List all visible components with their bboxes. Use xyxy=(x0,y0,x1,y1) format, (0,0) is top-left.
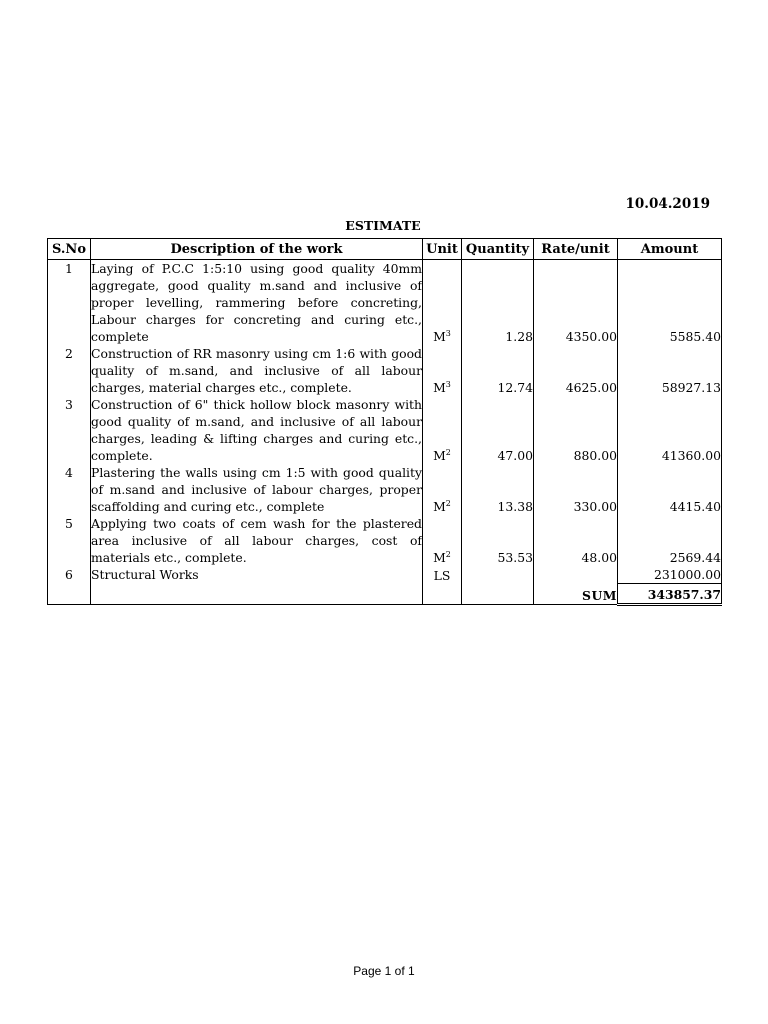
row-amount: 4415.40 xyxy=(618,464,722,515)
header-amount: Amount xyxy=(618,239,722,260)
row-sno: 1 xyxy=(48,260,91,346)
row-quantity: 1.28 xyxy=(462,260,534,346)
unit-exponent: 3 xyxy=(445,328,451,338)
sum-blank-quantity xyxy=(462,584,534,605)
row-amount: 231000.00 xyxy=(618,566,722,584)
row-quantity: 13.38 xyxy=(462,464,534,515)
row-sno: 3 xyxy=(48,396,91,464)
document-title: ESTIMATE xyxy=(345,218,421,233)
row-rate: 880.00 xyxy=(534,396,618,464)
unit-base: M xyxy=(433,499,446,514)
row-description: Structural Works xyxy=(91,566,423,584)
unit-base: M xyxy=(433,329,446,344)
row-rate: 4625.00 xyxy=(534,345,618,396)
table-row xyxy=(48,515,722,566)
sum-blank-sno xyxy=(48,584,91,605)
row-quantity: 12.74 xyxy=(462,345,534,396)
header-description: Description of the work xyxy=(91,239,423,260)
row-quantity xyxy=(462,566,534,584)
row-description: Plastering the walls using cm 1:5 with good quality of m.sand and inclusive of labour charges, proper scaffolding and curing etc., complete xyxy=(91,465,422,514)
header-quantity: Quantity xyxy=(462,239,534,260)
row-amount: 5585.40 xyxy=(618,260,722,346)
row-sno: 2 xyxy=(48,345,91,396)
unit-base: M xyxy=(433,380,446,395)
row-description: Construction of 6" thick hollow block masonry with good quality of m.sand, and inclusive of all labour charges, leading & lifting charges and curing etc., complete. xyxy=(91,397,422,463)
table-row xyxy=(48,396,722,464)
unit-exponent: 3 xyxy=(445,379,451,389)
row-rate: 48.00 xyxy=(534,515,618,566)
row-unit xyxy=(423,515,462,566)
row-description: Applying two coats of cem wash for the plastered area inclusive of all labour charges, cost of materials etc., complete. xyxy=(91,516,422,565)
table-row xyxy=(48,260,722,346)
row-unit xyxy=(423,260,462,346)
row-unit xyxy=(423,345,462,396)
sum-blank-unit xyxy=(423,584,462,605)
row-unit xyxy=(423,464,462,515)
table-header-row xyxy=(48,239,722,260)
row-sno: 5 xyxy=(48,515,91,566)
row-amount: 41360.00 xyxy=(618,396,722,464)
header-sno: S.No xyxy=(48,239,91,260)
unit-exponent: 2 xyxy=(445,498,451,508)
unit-base: LS xyxy=(433,567,451,583)
unit-exponent: 2 xyxy=(445,549,451,559)
sum-label: SUM xyxy=(534,584,618,605)
row-description: Construction of RR masonry using cm 1:6 with good quality of m.sand, and inclusive of all labour charges, material charges etc., complete. xyxy=(91,346,422,395)
sum-total: 343857.37 xyxy=(618,584,722,605)
row-sno: 6 xyxy=(48,566,91,584)
header-rate: Rate/unit xyxy=(534,239,618,260)
row-quantity: 53.53 xyxy=(462,515,534,566)
sum-blank-description xyxy=(91,584,423,605)
row-quantity: 47.00 xyxy=(462,396,534,464)
sum-row xyxy=(48,584,722,605)
header-unit: Unit xyxy=(423,239,462,260)
table-row xyxy=(48,345,722,396)
row-amount: 2569.44 xyxy=(618,515,722,566)
estimate-table xyxy=(47,238,722,606)
table-row xyxy=(48,566,722,584)
row-rate: 330.00 xyxy=(534,464,618,515)
row-unit xyxy=(423,566,462,584)
document-date: 10.04.2019 xyxy=(625,196,710,212)
row-unit xyxy=(423,396,462,464)
table-row xyxy=(48,464,722,515)
unit-base: M xyxy=(433,448,446,463)
row-rate xyxy=(534,566,618,584)
row-rate: 4350.00 xyxy=(534,260,618,346)
unit-exponent: 2 xyxy=(445,447,451,457)
row-description: Laying of P.C.C 1:5:10 using good quality 40mm aggregate, good quality m.sand and inclusive of proper levelling, rammering before concreting, Labour charges for concreting and curing etc., complete xyxy=(91,261,422,344)
page-number: Page 1 of 1 xyxy=(353,964,415,978)
row-sno: 4 xyxy=(48,464,91,515)
row-amount: 58927.13 xyxy=(618,345,722,396)
unit-base: M xyxy=(433,550,446,565)
